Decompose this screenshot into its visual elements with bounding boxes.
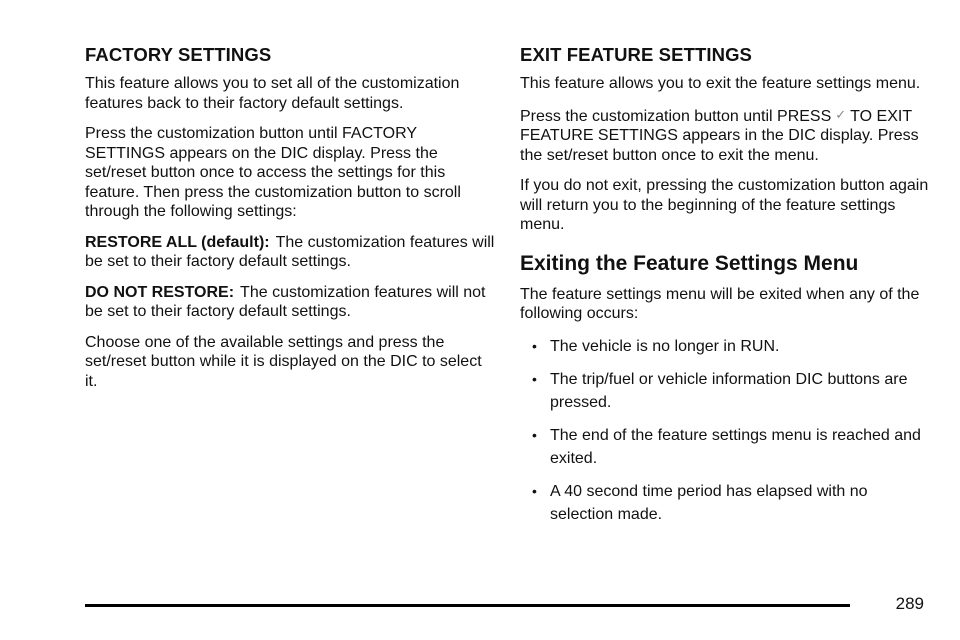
restore-all-text: The customization features will be set to their factory default settings. xyxy=(85,233,495,270)
restore-all-label: RESTORE ALL (default): xyxy=(85,233,270,251)
page-number: 289 xyxy=(895,594,924,613)
factory-settings-heading: FACTORY SETTINGS xyxy=(85,44,272,65)
right-column xyxy=(520,44,930,536)
factory-settings-intro: This feature allows you to set all of the customization features back to their factory default settings. xyxy=(85,75,460,112)
exit-feature-intro: This feature allows you to exit the feature settings menu. xyxy=(520,75,921,92)
exiting-menu-heading: Exiting the Feature Settings Menu xyxy=(520,251,859,275)
exit-instructions-start: Press the customization button until PRESS xyxy=(520,107,832,125)
exiting-menu-intro: The feature settings menu will be exited when any of the following occurs: xyxy=(520,285,920,322)
bullet-icon: • xyxy=(532,426,537,443)
checkmark-icon: ✓ xyxy=(835,106,847,122)
list-item: • A 40 second time period has elapsed with no selection made. xyxy=(520,480,930,526)
do-not-restore-text: The customization features will not be set to their factory default settings. xyxy=(85,283,486,320)
exit-instructions-end: TO EXIT FEATURE SETTINGS appears in the DIC display. Press the set/reset button once to exit the menu. xyxy=(520,107,919,164)
do-not-restore-label: DO NOT RESTORE: xyxy=(85,283,235,301)
bullet-icon: • xyxy=(532,370,537,387)
list-item: • The end of the feature settings menu is reached and exited. xyxy=(520,424,930,470)
restore-all-item xyxy=(85,233,495,272)
list-item: • The trip/fuel or vehicle information DIC buttons are pressed. xyxy=(520,368,930,414)
exit-conditions-list xyxy=(520,335,930,526)
left-column xyxy=(85,44,495,402)
factory-settings-choose: Choose one of the available settings and press the set/reset button while it is displayed on the DIC to select it. xyxy=(85,333,482,390)
bullet-icon: • xyxy=(532,482,537,499)
exit-feature-note: If you do not exit, pressing the customization button again will return you to the beginning of the feature settings menu. xyxy=(520,177,929,233)
bullet-icon: • xyxy=(532,337,537,354)
footer-rule xyxy=(85,604,850,607)
do-not-restore-item xyxy=(85,283,495,322)
exit-feature-settings-heading: EXIT FEATURE SETTINGS xyxy=(520,44,752,65)
factory-settings-instructions: Press the customization button until FACTORY SETTINGS appears on the DIC display. Press the set/reset button once to access the settings for this feature. Then press the customization button to scroll through the following settings: xyxy=(85,125,461,220)
exit-feature-instructions xyxy=(520,105,930,166)
list-item: • The vehicle is no longer in RUN. xyxy=(520,335,930,358)
